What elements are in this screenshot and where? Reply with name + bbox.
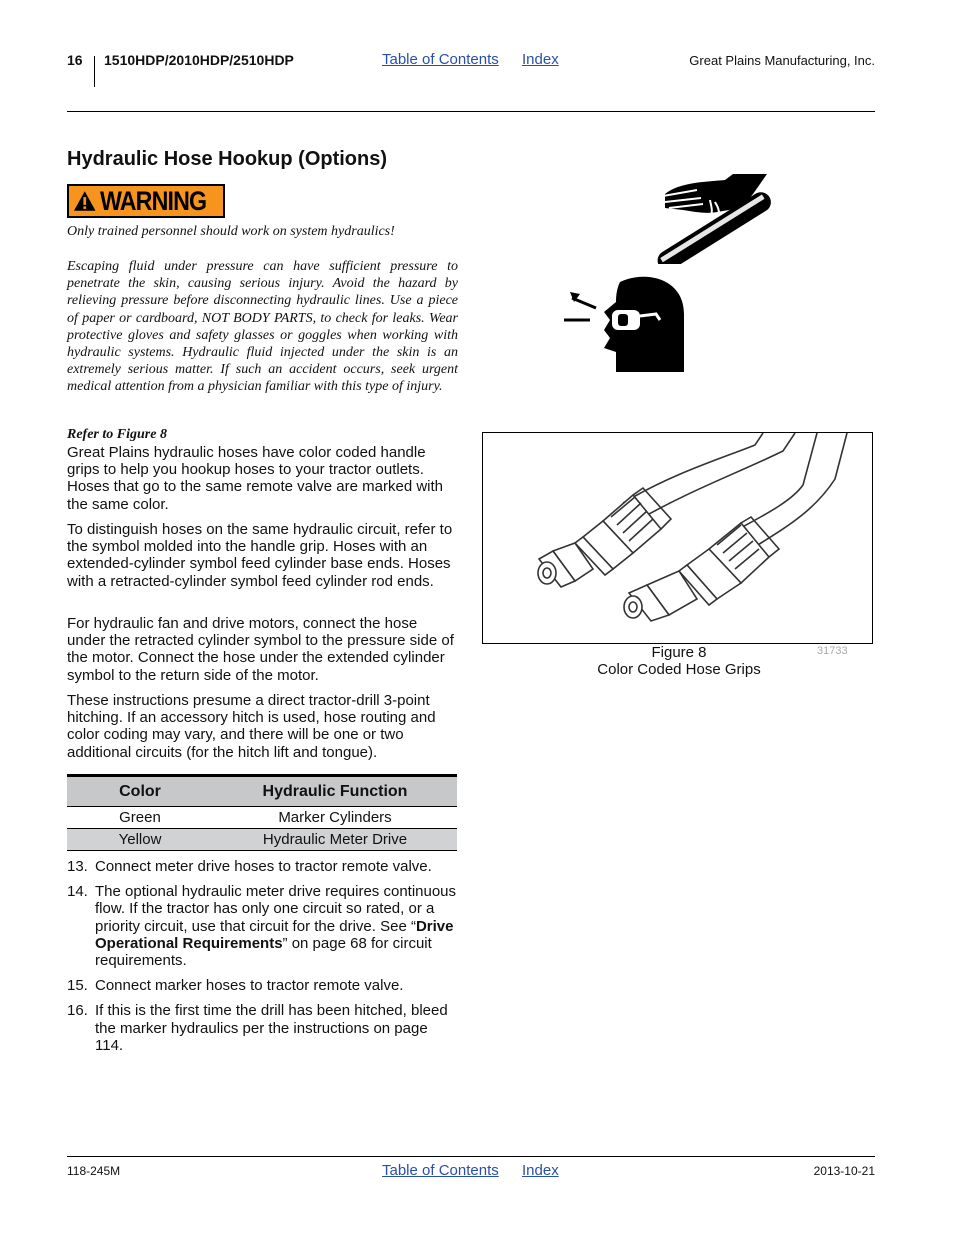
step-number: 16. — [67, 1002, 88, 1020]
header-rule — [67, 111, 875, 112]
warning-label — [67, 184, 225, 218]
model-title: 1510HDP/2010HDP/2510HDP — [104, 52, 294, 68]
paragraph-4: These instructions presume a direct tractor-drill 3-point hitching. If an accessory hitch is used, hose routing and color coding may vary, and there will be one or two additional circuits (for the hitch lift and tongue). — [67, 692, 436, 761]
step-text-post: ” on page 68 for circuit requirements. — [95, 934, 432, 970]
toc-link-footer[interactable]: Table of Contents — [382, 1162, 499, 1179]
step-text: Connect marker hoses to tractor remote valve. — [95, 977, 404, 995]
table-header-color: Color — [67, 776, 213, 807]
list-item — [67, 977, 459, 994]
table-cell-color: Yellow — [67, 829, 213, 851]
step-text: If this is the first time the drill has been hitched, bleed the marker hydraulics per the instructions on page 114. — [95, 1002, 448, 1054]
header-divider — [94, 56, 95, 87]
table-cell-function: Marker Cylinders — [213, 807, 457, 829]
index-link-header[interactable]: Index — [522, 51, 559, 68]
step-text: Connect meter drive hoses to tractor remote valve. — [95, 858, 432, 875]
step-number: 13. — [67, 858, 88, 875]
list-item — [67, 883, 459, 969]
step-number: 14. — [67, 883, 88, 901]
table-row — [67, 807, 457, 829]
warning-text: WARNING — [99, 185, 206, 216]
hand-injection-hazard-icon — [655, 172, 773, 264]
paragraph-3: For hydraulic fan and drive motors, connect the hose under the retracted cylinder symbol to the pressure side of the motor. Connect the hose under the extended cylinder symbol to the return side of the motor. — [67, 615, 454, 684]
document-number: 118-245M — [67, 1164, 121, 1178]
figure-caption — [579, 644, 779, 678]
index-link-footer[interactable]: Index — [522, 1162, 559, 1179]
list-item — [67, 858, 459, 875]
step-text-pre: The optional hydraulic meter drive requires continuous flow. If the tractor has only one circuit so rated, or a priority circuit, use that circuit for the drive. See “ — [95, 883, 457, 935]
hose-grips-illustration — [483, 433, 872, 643]
table-cell-color: Green — [67, 807, 213, 829]
list-item — [67, 1002, 459, 1054]
drive-requirements-reference: Drive Operational Requirements — [95, 917, 454, 952]
figure-8-frame — [482, 432, 873, 644]
hose-color-table — [67, 774, 457, 851]
revision-date: 2013-10-21 — [813, 1164, 875, 1178]
warning-line-2: Escaping fluid under pressure can have sufficient pressure to penetrate the skin, causing serious injury. Avoid the hazard by relieving pressure before disconnecting hydraulic lines. Use a piece of paper or cardboard, NOT BODY PARTS, to check for leaks. Wear protective gloves and safety glasses or goggles when working with hydraulic systems. Hydraulic fluid injected under the skin is an extremely serious matter. If such an accident occurs, seek urgent medical attention from a physician familiar with this type of injury. — [67, 259, 458, 395]
section-title: Hydraulic Hose Hookup (Options) — [67, 148, 388, 170]
alert-triangle-icon — [73, 190, 97, 212]
figure-caption-number: Figure 8 — [651, 644, 707, 661]
figure-caption-title: Color Coded Hose Grips — [597, 661, 761, 679]
step-number: 15. — [67, 977, 88, 995]
figure-id-tag: 31733 — [817, 645, 848, 657]
figure-reference: Refer to Figure 8 — [67, 427, 167, 442]
toc-link-header[interactable]: Table of Contents — [382, 51, 499, 68]
eye-protection-icon — [560, 274, 686, 374]
step-text — [95, 883, 459, 969]
table-row — [67, 829, 457, 851]
table-cell-function: Hydraulic Meter Drive — [213, 829, 457, 851]
steps-list — [67, 858, 459, 1062]
company-name: Great Plains Manufacturing, Inc. — [689, 53, 875, 68]
paragraph-1: Great Plains hydraulic hoses have color coded handle grips to help you hookup hoses to your tractor outlets. Hoses that go to the same remote valve are marked with the same color. — [67, 444, 444, 513]
footer-rule — [67, 1156, 875, 1157]
paragraph-2: To distinguish hoses on the same hydraulic circuit, refer to the symbol molded into the handle grip. Hoses with an extended-cylinder symbol feed cylinder base ends. Hoses with a retracted-cylinder symbol feed cylinder rod ends. — [67, 521, 453, 590]
warning-line-1: Only trained personnel should work on system hydraulics! — [67, 224, 395, 239]
table-header-row — [67, 776, 457, 807]
page-number: 16 — [67, 52, 83, 68]
table-header-function: Hydraulic Function — [213, 776, 457, 807]
